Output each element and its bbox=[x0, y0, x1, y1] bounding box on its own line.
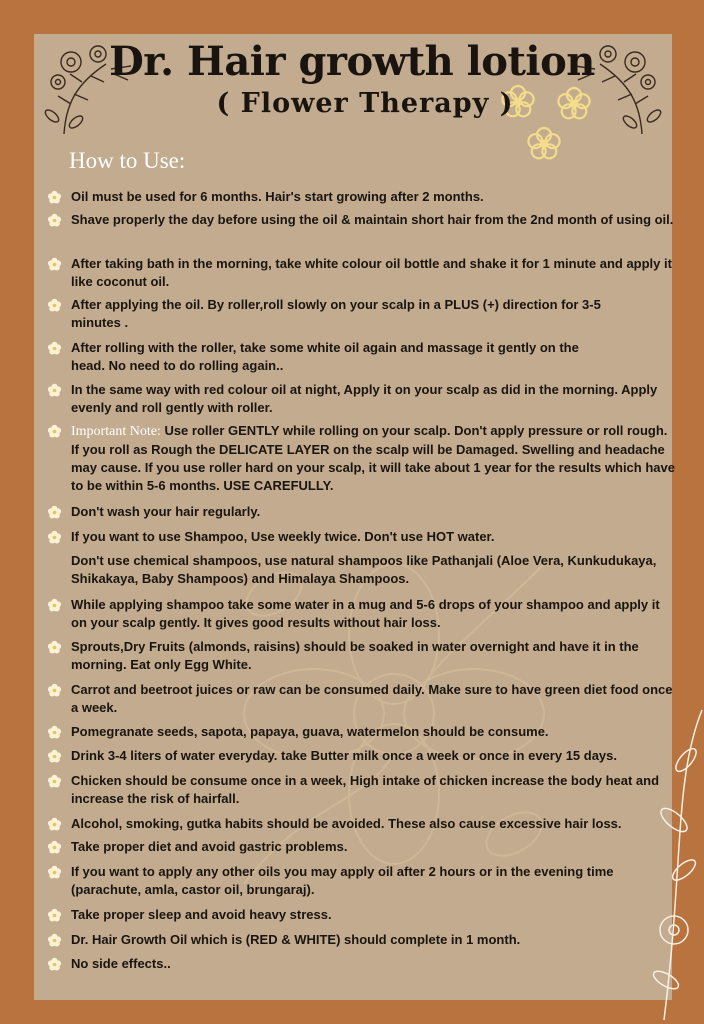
list-item-text: After taking bath in the morning, take white colour oil bottle and shake it for 1 minute and apply it like coconut oil. bbox=[71, 256, 672, 289]
list-item-text: Alcohol, smoking, gutka habits should be avoided. These also cause excessive hair loss. bbox=[71, 816, 622, 831]
list-item bbox=[71, 931, 677, 949]
section-heading: How to Use: bbox=[69, 148, 186, 173]
list-item-text: Take proper sleep and avoid heavy stress. bbox=[71, 907, 332, 922]
list-item bbox=[71, 906, 677, 924]
flower-bullet-icon bbox=[47, 840, 62, 855]
list-item-text: Sprouts,Dry Fruits (almonds, raisins) should be soaked in water overnight and have it in the morning. Eat only Egg White. bbox=[71, 639, 639, 672]
list-item-text: After rolling with the roller, take some white oil again and massage it gently on the head. No need to do rolling again.. bbox=[71, 340, 579, 373]
list-item bbox=[71, 381, 677, 417]
important-note-label: Important Note: bbox=[71, 424, 161, 439]
flower-bullet-icon bbox=[47, 257, 62, 272]
flower-bullet-icon bbox=[47, 424, 62, 439]
list-item bbox=[71, 552, 677, 588]
flower-bullet-icon bbox=[47, 865, 62, 880]
list-item bbox=[71, 838, 677, 856]
flower-bullet-icon bbox=[47, 298, 62, 313]
flower-bullet-icon bbox=[47, 640, 62, 655]
page-title: Dr. Hair growth lotion bbox=[109, 38, 595, 85]
flower-bullet-icon bbox=[47, 933, 62, 948]
flower-bullet-icon bbox=[47, 908, 62, 923]
list-item bbox=[71, 255, 677, 291]
list-item bbox=[71, 528, 677, 546]
flower-bullet-icon bbox=[47, 817, 62, 832]
page-subtitle: ( Flower Therapy ) bbox=[216, 88, 514, 119]
list-item bbox=[71, 955, 677, 973]
list-item bbox=[71, 863, 677, 899]
list-item bbox=[71, 747, 677, 765]
flower-bullet-icon bbox=[47, 683, 62, 698]
list-item-text: Take proper diet and avoid gastric problems. bbox=[71, 839, 348, 854]
flower-bullet-icon bbox=[47, 957, 62, 972]
flower-bullet-icon bbox=[47, 530, 62, 545]
flower-bullet-icon bbox=[47, 213, 62, 228]
flower-bullet-icon bbox=[47, 749, 62, 764]
list-item bbox=[71, 296, 631, 332]
list-item bbox=[71, 723, 677, 741]
flower-bullet-icon bbox=[47, 774, 62, 789]
list-item-text: Carrot and beetroot juices or raw can be consumed daily. Make sure to have green diet food once a week. bbox=[71, 682, 673, 715]
list-item-text: Use roller GENTLY while rolling on your scalp. Don't apply pressure or roll rough. If you roll as Rough the DELICATE LAYER on the scalp will be Damaged. Swelling and headache may cause. If you use roller hard on your scalp, it will take about 1 year for the results which have to be within 5-6 months. USE CAREFULLY. bbox=[71, 423, 675, 493]
list-item-text: If you want to apply any other oils you may apply oil after 2 hours or in the evening time (parachute, amla, castor oil, brungaraj). bbox=[71, 864, 614, 897]
flower-bullet-icon bbox=[47, 505, 62, 520]
list-item bbox=[71, 503, 677, 521]
list-item bbox=[71, 772, 677, 808]
list-item bbox=[71, 188, 677, 206]
flower-bullet-icon bbox=[47, 383, 62, 398]
list-item-text: Dr. Hair Growth Oil which is (RED & WHITE) should complete in 1 month. bbox=[71, 932, 521, 947]
list-item bbox=[71, 339, 591, 375]
list-item bbox=[71, 596, 677, 632]
list-item bbox=[71, 211, 677, 229]
flower-bullet-icon bbox=[47, 598, 62, 613]
list-item bbox=[71, 815, 677, 833]
flower-bullet-icon bbox=[47, 725, 62, 740]
list-item-text: While applying shampoo take some water in a mug and 5-6 drops of your shampoo and apply it on your scalp gently. It gives good results without hair loss. bbox=[71, 597, 660, 630]
list-item-text: In the same way with red colour oil at night, Apply it on your scalp as did in the morning. Apply evenly and roll gently with roller. bbox=[71, 382, 658, 415]
list-item-text: Oil must be used for 6 months. Hair's start growing after 2 months. bbox=[71, 189, 484, 204]
flower-bullet-icon bbox=[47, 341, 62, 356]
list-item-text: Shave properly the day before using the oil & maintain short hair from the 2nd month of using oil. bbox=[71, 212, 674, 227]
list-item bbox=[71, 422, 677, 495]
list-item-text: If you want to use Shampoo, Use weekly twice. Don't use HOT water. bbox=[71, 529, 495, 544]
list-item-text: Drink 3-4 liters of water everyday. take Butter milk once a week or once in every 15 days. bbox=[71, 748, 618, 763]
list-item-text: Chicken should be consume once in a week, High intake of chicken increase the body heat and increase the risk of hairfall. bbox=[71, 773, 660, 806]
list-item bbox=[71, 681, 677, 717]
list-item-text: Pomegranate seeds, sapota, papaya, guava, watermelon should be consume. bbox=[71, 724, 549, 739]
list-item-text: Don't wash your hair regularly. bbox=[71, 504, 261, 519]
list-item bbox=[71, 638, 677, 674]
list-item-text: Don't use chemical shampoos, use natural shampoos like Pathanjali (Aloe Vera, Kunkudukaya, Shikakaya, Baby Shampoos) and Himalaya Shampoos. bbox=[71, 553, 657, 586]
list-item-text: After applying the oil. By roller,roll slowly on your scalp in a PLUS (+) direction for 3-5 minutes . bbox=[71, 297, 601, 330]
list-item-text: No side effects.. bbox=[71, 956, 171, 971]
flower-bullet-icon bbox=[47, 190, 62, 205]
